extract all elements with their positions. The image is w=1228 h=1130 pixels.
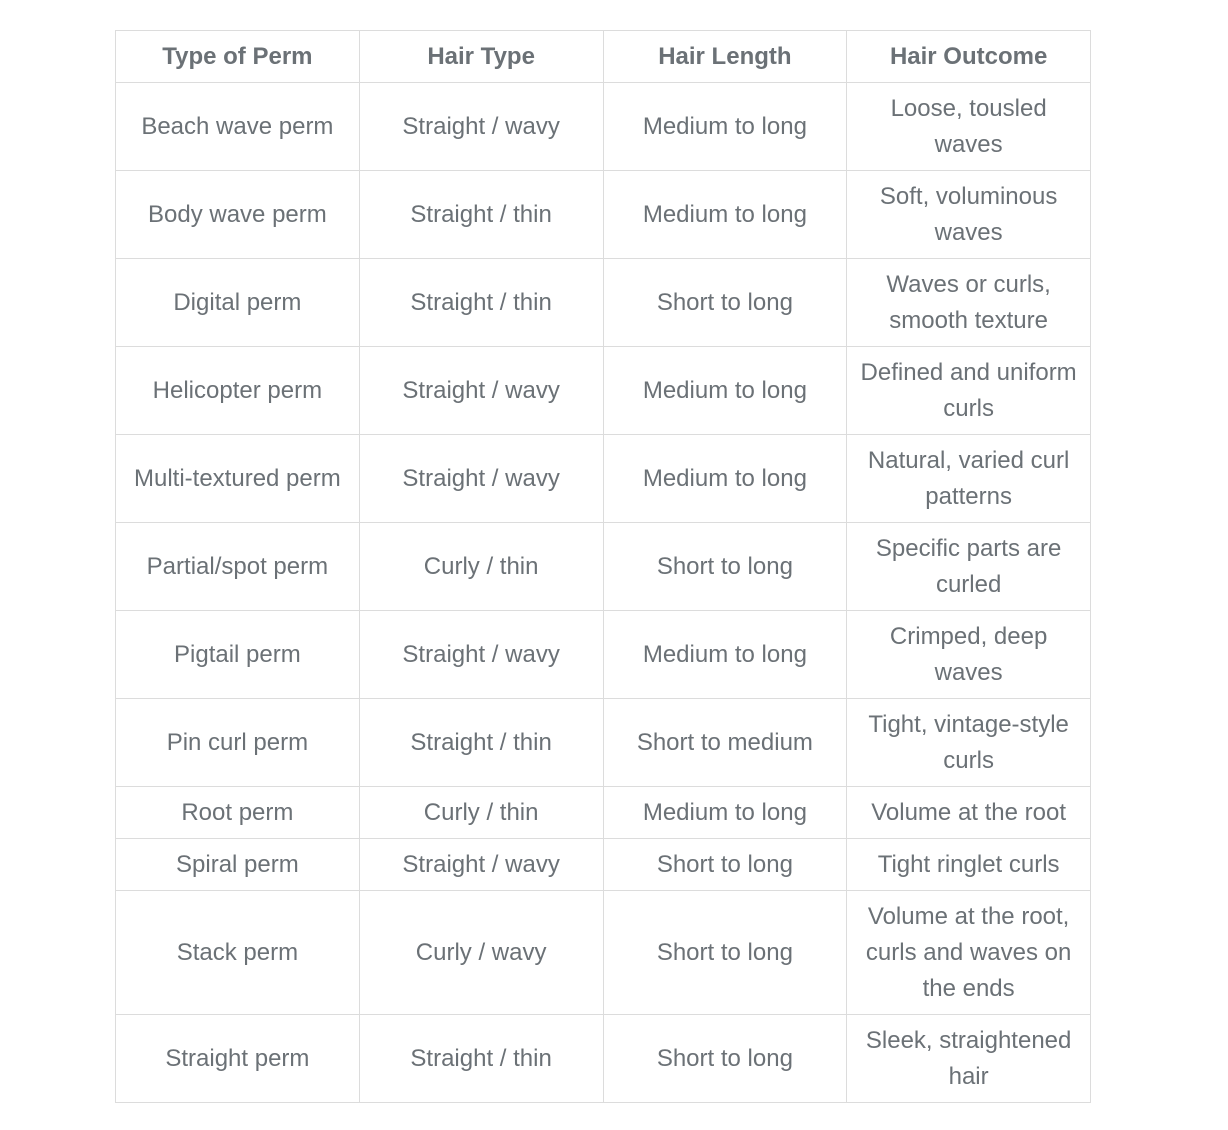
cell-hair-type: Straight / thin [359,259,603,347]
cell-hair-length: Short to long [603,523,847,611]
cell-hair-length: Medium to long [603,347,847,435]
cell-hair-type: Straight / wavy [359,83,603,171]
cell-hair-type: Straight / thin [359,699,603,787]
cell-hair-length: Medium to long [603,83,847,171]
cell-hair-length: Short to long [603,1015,847,1103]
cell-hair-outcome: Tight ringlet curls [847,839,1091,891]
cell-hair-length: Short to long [603,259,847,347]
cell-hair-type: Curly / thin [359,787,603,839]
table-row [116,787,1091,839]
cell-hair-outcome: Tight, vintage-style curls [847,699,1091,787]
cell-type-of-perm: Spiral perm [116,839,360,891]
table-row [116,699,1091,787]
cell-hair-type: Straight / thin [359,171,603,259]
cell-hair-length: Medium to long [603,171,847,259]
table-row [116,83,1091,171]
table-row [116,435,1091,523]
cell-type-of-perm: Beach wave perm [116,83,360,171]
header-hair-length: Hair Length [603,31,847,83]
cell-hair-outcome: Sleek, straightened hair [847,1015,1091,1103]
header-hair-type: Hair Type [359,31,603,83]
cell-hair-type: Straight / wavy [359,611,603,699]
cell-hair-outcome: Volume at the root [847,787,1091,839]
cell-type-of-perm: Body wave perm [116,171,360,259]
cell-hair-outcome: Waves or curls, smooth texture [847,259,1091,347]
cell-hair-length: Medium to long [603,787,847,839]
cell-hair-outcome: Loose, tousled waves [847,83,1091,171]
table-row [116,347,1091,435]
table-header-row [116,31,1091,83]
perm-types-table [115,30,1091,1103]
table-row [116,171,1091,259]
cell-type-of-perm: Stack perm [116,891,360,1015]
cell-type-of-perm: Pigtail perm [116,611,360,699]
cell-hair-type: Straight / thin [359,1015,603,1103]
cell-hair-type: Curly / wavy [359,891,603,1015]
cell-type-of-perm: Helicopter perm [116,347,360,435]
cell-hair-outcome: Soft, voluminous waves [847,171,1091,259]
cell-type-of-perm: Root perm [116,787,360,839]
cell-hair-length: Medium to long [603,435,847,523]
table-row [116,1015,1091,1103]
table-row [116,259,1091,347]
cell-hair-type: Straight / wavy [359,839,603,891]
cell-hair-length: Short to long [603,891,847,1015]
cell-hair-outcome: Defined and uniform curls [847,347,1091,435]
cell-hair-outcome: Crimped, deep waves [847,611,1091,699]
table-row [116,891,1091,1015]
cell-type-of-perm: Multi-textured perm [116,435,360,523]
table-row [116,611,1091,699]
header-type-of-perm: Type of Perm [116,31,360,83]
cell-hair-outcome: Volume at the root, curls and waves on the ends [847,891,1091,1015]
header-hair-outcome: Hair Outcome [847,31,1091,83]
table-row [116,523,1091,611]
cell-hair-type: Straight / wavy [359,435,603,523]
cell-type-of-perm: Partial/spot perm [116,523,360,611]
cell-hair-length: Medium to long [603,611,847,699]
cell-hair-type: Curly / thin [359,523,603,611]
cell-type-of-perm: Pin curl perm [116,699,360,787]
table-row [116,839,1091,891]
cell-type-of-perm: Straight perm [116,1015,360,1103]
cell-hair-type: Straight / wavy [359,347,603,435]
perm-types-table-container [115,30,1090,1103]
cell-hair-outcome: Specific parts are curled [847,523,1091,611]
cell-type-of-perm: Digital perm [116,259,360,347]
cell-hair-length: Short to medium [603,699,847,787]
cell-hair-outcome: Natural, varied curl patterns [847,435,1091,523]
cell-hair-length: Short to long [603,839,847,891]
